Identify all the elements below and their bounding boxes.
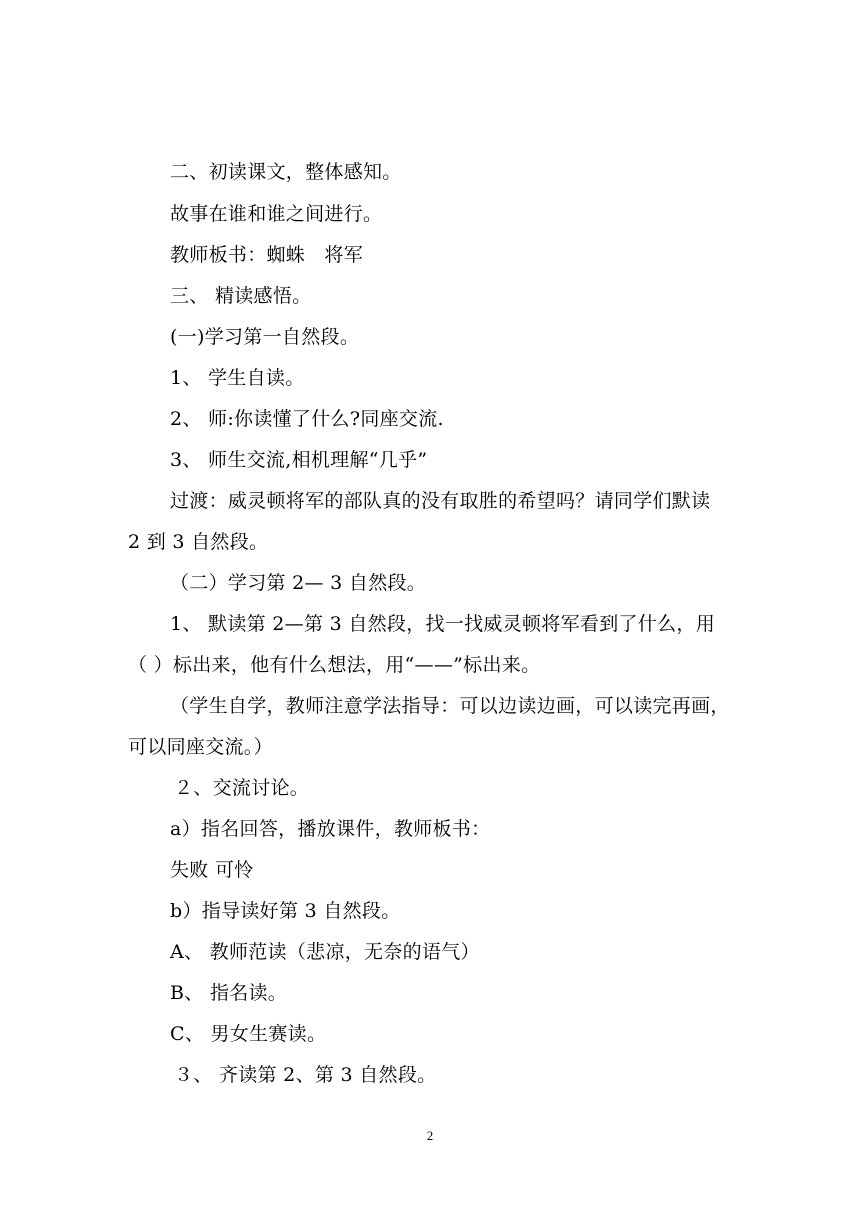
list-item: A、 教师范读（悲凉，无奈的语气） xyxy=(170,941,480,963)
list-item: B、 指名读。 xyxy=(170,982,288,1004)
paragraph: 教师板书：蜘蛛 将军 xyxy=(170,244,364,266)
section-heading-2: 二、初读课文，整体感知。 xyxy=(170,161,402,183)
list-item: 2、 师:你读懂了什么?同座交流. xyxy=(170,408,444,430)
list-item: 3、 师生交流,相机理解“几乎” xyxy=(170,449,428,471)
list-item: 1、 学生自读。 xyxy=(170,367,305,389)
list-item: C、 男女生赛读。 xyxy=(170,1023,327,1045)
paragraph: 过渡：威灵顿将军的部队真的没有取胜的希望吗？请同学们默读 xyxy=(170,490,711,512)
list-item: b）指导读好第 3 自然段。 xyxy=(170,900,401,922)
subsection-heading-1: (一)学习第一自然段。 xyxy=(170,326,360,348)
list-item: ３、 齐读第 2、第 3 自然段。 xyxy=(174,1064,437,1086)
section-heading-3: 三、 精读感悟。 xyxy=(170,285,312,307)
paragraph-continuation: 可以同座交流。） xyxy=(128,736,273,758)
list-item-continuation: （ ）标出来，他有什么想法，用“——”标出来。 xyxy=(128,654,541,676)
paragraph: 故事在谁和谁之间进行。 xyxy=(170,203,383,225)
paragraph: （学生自学，教师注意学法指导：可以边读边画，可以读完再画， xyxy=(170,695,730,717)
list-item: 1、 默读第 2—第 3 自然段，找一找威灵顿将军看到了什么，用 xyxy=(170,613,716,635)
list-item: ２、交流讨论。 xyxy=(174,777,310,799)
paragraph: 失败 可怜 xyxy=(170,859,254,881)
page-number: 2 xyxy=(426,1128,434,1143)
subsection-heading-2: （二）学习第 2— 3 自然段。 xyxy=(170,572,427,594)
paragraph-continuation: 2 到 3 自然段。 xyxy=(128,531,269,553)
list-item: a）指名回答，播放课件，教师板书： xyxy=(170,818,491,840)
